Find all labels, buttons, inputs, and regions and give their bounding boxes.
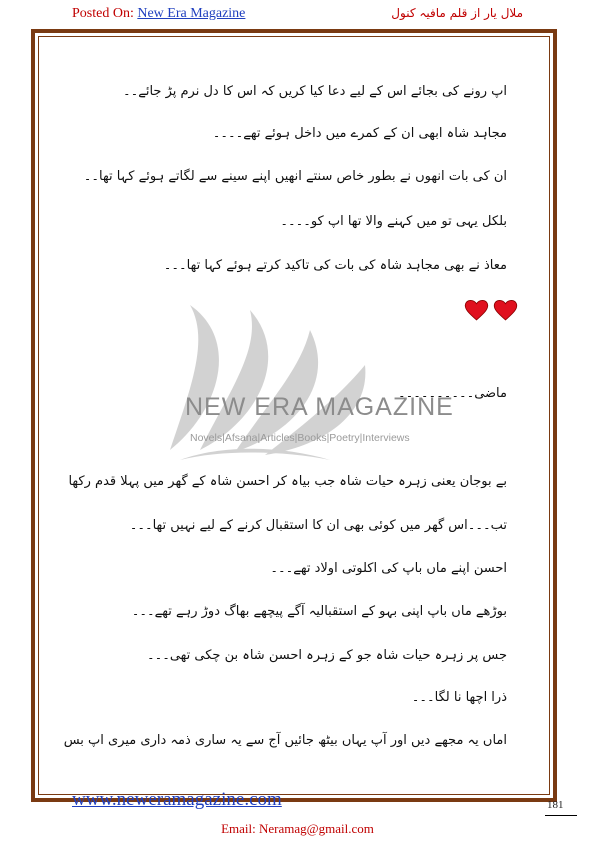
body-line: بلکل یہی تو میں کہنے والا تھا اپ کو۔۔۔۔ bbox=[280, 214, 507, 229]
section-heading: ماضی۔۔۔۔۔۔۔۔۔۔ bbox=[398, 386, 507, 401]
website-link[interactable]: www.neweramagazine.com bbox=[72, 789, 282, 810]
body-line: بے بوجان یعنی زہرہ حیات شاہ جب بیاہ کر احسن شاہ کے گھر میں پہلا قدم رکھا bbox=[68, 474, 507, 489]
page-number-underline bbox=[545, 815, 577, 816]
body-line: اپ رونے کی بجائے اس کے لیے دعا کیا کریں کہ اس کا دل نرم پڑ جائے۔۔ bbox=[122, 84, 507, 99]
body-line: اماں یہ مجھے دیں اور آپ یہاں بیٹھ جائیں آج سے یہ ساری ذمہ داری میری اپ بس bbox=[63, 733, 507, 748]
body-line: احسن اپنے ماں باپ کی اکلوتی اولاد تھے۔۔۔ bbox=[270, 561, 507, 576]
hearts-divider bbox=[464, 298, 520, 324]
body-line: معاذ نے بھی مجاہد شاہ کی بات کی تاکید کرتے ہوئے کہا تھا۔۔۔ bbox=[163, 258, 507, 273]
magazine-link[interactable]: New Era Magazine bbox=[137, 6, 246, 21]
posted-on-label bbox=[72, 6, 245, 22]
watermark-book-icon bbox=[150, 300, 510, 470]
body-line: مجاہد شاہ ابھی ان کے کمرے میں داخل ہوئے تھے۔۔۔۔ bbox=[212, 126, 507, 141]
author-line: ملال یار از قلم مافیہ کنول bbox=[391, 6, 523, 20]
watermark-subtitle: Novels|Afsana|Articles|Books|Poetry|Interviews bbox=[190, 432, 410, 444]
body-line: ذرا اچھا نا لگا۔۔۔ bbox=[411, 690, 507, 705]
heart-icon bbox=[464, 298, 489, 321]
email-line: Email: Neramag@gmail.com bbox=[221, 821, 374, 836]
body-line: ان کی بات انھوں نے بطور خاص سنتے انھیں اپنے سینے سے لگاتے ہوئے کہا تھا۔۔ bbox=[83, 169, 507, 184]
posted-prefix: Posted On: bbox=[72, 6, 138, 21]
body-line: بوڑھے ماں باپ اپنی بہو کے استقبالیہ آگے پیچھے بھاگ دوڑ رہے تھے۔۔۔ bbox=[131, 604, 507, 619]
page-number: 181 bbox=[547, 799, 564, 811]
watermark-title: NEW ERA MAGAZINE bbox=[185, 393, 454, 421]
heart-icon bbox=[493, 298, 518, 321]
body-line: تب۔۔۔اس گھر میں کوئی بھی ان کا استقبال کرنے کے لیے نہیں تھا۔۔۔ bbox=[129, 518, 507, 533]
body-line: جس پر زہرہ حیات شاہ جو کے زہرہ احسن شاہ بن چکی تھی۔۔۔ bbox=[146, 648, 507, 663]
page-header bbox=[0, 0, 595, 26]
